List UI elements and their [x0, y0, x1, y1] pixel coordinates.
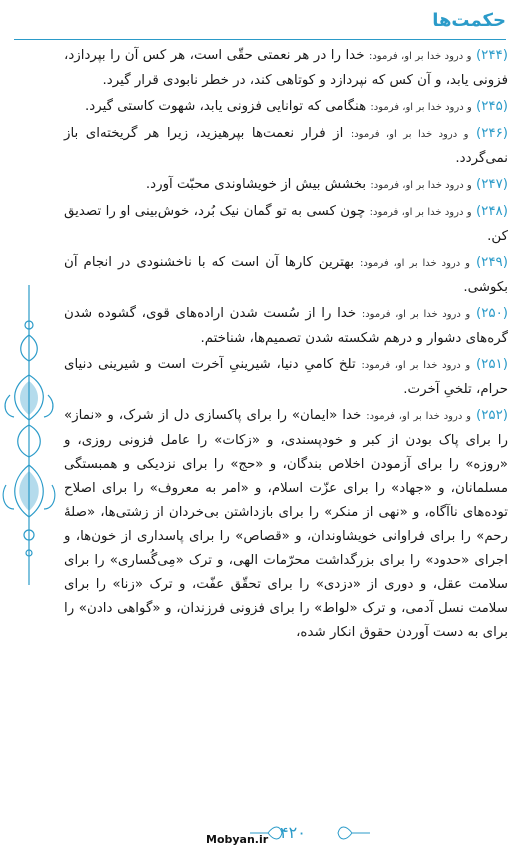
saying-intro: و درود خدا بر او، فرمود: — [366, 411, 471, 422]
page-title: حکمت‌ها — [432, 10, 506, 31]
saying-intro: و درود خدا بر او، فرمود: — [361, 360, 471, 371]
saying-number: (۲۵۲) — [475, 408, 508, 423]
saying-text: خدا را از سُست شدن اراده‌های قوی، گشوده شدن گره‌های دشوار و درهم شکسته شدن تصمیم‌ها، شناختم. — [64, 306, 508, 346]
saying-text: خدا را در هر نعمتی حقّی است، هر کس آن را بپردازد، فزونی یابد، و آن کس که نپردازد و کوتاهی کند، در خطر نابودی قرار گیرد. — [64, 48, 508, 88]
saying-text: هنگامی که توانایی فزونی یابد، شهوت کاستی گیرد. — [84, 99, 367, 114]
saying-number: (۲۵۱) — [475, 357, 508, 372]
saying-text: چون کسی به تو گمان نیک بُرد، خوش‌بینی او را تصدیق کن. — [64, 204, 508, 244]
saying-paragraph — [64, 404, 508, 645]
saying-number: (۲۴۶) — [475, 126, 509, 141]
saying-text: خدا «ایمان» را برای پاکسازی دل از شرک، و «نماز» را برای پاک بودن از کبر و خودپسندی، و «زکات» را عامل فزونی روزی، و «روزه» را برای آزمودن اخلاص بندگان، و «حج» را برای نزدیکی و همبستگی مسلمانان، و «جهاد» را برای عزّت اسلام، و «امر به معروف» را برای اصلاح توده‌های ناآگاه، و «نهی از منکر» را برای بازداشتن بی‌خردان از زشتی‌ها، «صلهٔ رحم» را برای فراوانی خویشاوندان، و «قصاص» را برای پاسداری از خون‌ها، و اجرای «حدود» را برای بزرگداشت محرّمات الهی، و ترک «مِی‌گُساری» را برای سلامت عقل، و دوری از «دزدی» را برای تحقّق عفّت، و ترک «زنا» را برای سلامت نسل آدمی، و ترک «لواط» را برای فزونی فرزندان، و «گواهی دادن» را برای به دست آوردن حقوق انکار شده، — [64, 408, 508, 640]
site-watermark: Mobyan.ir — [206, 833, 269, 846]
saying-paragraph — [64, 122, 508, 171]
saying-intro: و درود خدا بر او، فرمود: — [370, 180, 472, 191]
saying-paragraph — [64, 173, 508, 198]
saying-paragraph — [64, 302, 508, 351]
saying-number: (۲۴۸) — [475, 204, 508, 219]
saying-number: (۲۴۵) — [475, 99, 508, 114]
saying-intro: و درود خدا بر او، فرمود: — [360, 258, 470, 269]
saying-number: (۲۴۷) — [475, 177, 508, 192]
saying-intro: و درود خدا بر او، فرمود: — [370, 102, 472, 113]
saying-paragraph — [64, 200, 508, 249]
saying-number: (۲۴۹) — [475, 255, 508, 270]
saying-paragraph — [64, 251, 508, 300]
saying-intro: و درود خدا بر او، فرمود: — [350, 129, 469, 140]
saying-paragraph — [64, 95, 508, 120]
saying-intro: و درود خدا بر او، فرمود: — [361, 309, 471, 320]
saying-text: از فرار نعمت‌ها بپرهیزید، زیرا هر گریخته‌ای باز نمی‌گردد. — [64, 126, 508, 166]
side-ornament — [0, 285, 58, 585]
saying-number: (۲۵۰) — [475, 306, 508, 321]
saying-number: (۲۴۴) — [475, 48, 508, 63]
saying-intro: و درود خدا بر او، فرمود: — [368, 51, 472, 62]
saying-text: تلخ کامیِ دنیا، شیرینیِ آخرت است و شیرینی دنیای حرام، تلخیِ آخرت. — [64, 357, 508, 397]
saying-paragraph — [64, 353, 508, 402]
header-divider — [14, 39, 506, 40]
content-body — [64, 44, 508, 647]
saying-text: بهترین کارها آن است که با ناخشنودی در انجام آن بکوشی. — [64, 255, 508, 295]
saying-intro: و درود خدا بر او، فرمود: — [369, 207, 472, 218]
page-number: ۴۲۰ — [280, 823, 306, 842]
page-header — [14, 8, 506, 36]
page-footer — [0, 815, 520, 855]
saying-text: بخشش بیش از خویشاوندی محبّت آورد. — [145, 177, 367, 192]
saying-paragraph — [64, 44, 508, 93]
